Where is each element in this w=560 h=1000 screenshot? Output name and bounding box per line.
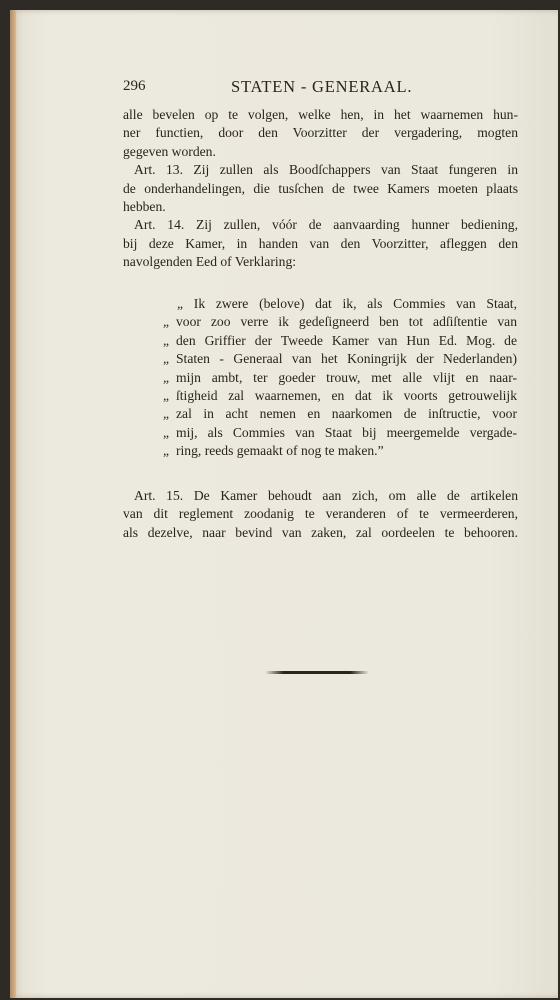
oath-line-text: den Griffier der Tweede Kamer van Hun Ed. Mog. de <box>176 332 517 348</box>
quote-mark: „ <box>163 332 170 348</box>
ornamental-rule <box>265 671 369 674</box>
text-line: hebben. <box>123 199 166 215</box>
oath-line <box>163 424 517 442</box>
article-15-block <box>123 487 518 542</box>
oath-line-text: mij, als Commies van Staat bij meergemelde vergade- <box>176 424 517 440</box>
oath-line-text: ring, reeds gemaakt of nog te maken.” <box>176 443 384 459</box>
quote-mark: „ <box>163 314 170 330</box>
oath-line: „ Ik zwere (belove) dat ik, als Commies van Staat, <box>177 296 517 311</box>
oath-line-text: ſtigheid zal waarnemen, en dat ik voorts getrouwelijk <box>176 388 517 404</box>
oath-line <box>163 332 517 350</box>
oath-line-text: mijn ambt, ter goeder trouw, met alle vlijt en naar- <box>176 369 517 385</box>
page-header <box>123 78 518 100</box>
quote-mark: „ <box>163 369 170 385</box>
quote-mark: „ <box>163 424 170 440</box>
text-line: navolgenden Eed of Verklaring: <box>123 254 297 270</box>
text-line: alle bevelen op te volgen, welke hen, in het waarnemen hun- <box>123 107 518 122</box>
oath-line <box>163 369 517 387</box>
article-text-block <box>123 106 518 272</box>
oath-line <box>163 350 517 368</box>
text-line: als dezelve, naar bevind van zaken, zal oordeelen te behooren. <box>123 524 518 540</box>
quote-mark: „ <box>163 406 170 422</box>
oath-line <box>163 405 517 423</box>
text-line: ner functien, door den Voorzitter der vergadering, mogten <box>123 125 518 141</box>
quote-mark: „ <box>163 388 170 404</box>
text-line: gegeven worden. <box>123 143 216 159</box>
oath-line <box>163 442 517 460</box>
article-15-line: Art. 15. De Kamer behoudt aan zich, om alle de artikelen <box>134 488 518 503</box>
oath-line-text: Staten - Generaal van het Koningrijk der Nederlanden) <box>176 351 517 367</box>
article-14-line: Art. 14. Zij zullen, vóór de aanvaarding hunner bediening, <box>134 217 518 233</box>
quote-mark: „ <box>163 443 170 459</box>
oath-line-text: zal in acht nemen en naarkomen de inſtructie, voor <box>176 406 517 422</box>
page-number: 296 <box>123 78 146 94</box>
oath-line-text: voor zoo verre ik gedeſigneerd ben tot adſiſtentie van <box>176 314 517 330</box>
page-edge <box>10 10 16 998</box>
oath-line <box>163 387 517 405</box>
text-line: de onderhandelingen, die tusſchen de twee Kamers moeten plaats <box>123 180 518 196</box>
article-13-line: Art. 13. Zij zullen als Boodſchappers van Staat fungeren in <box>134 162 518 178</box>
text-line: van dit reglement zoodanig te veranderen of te vermeerderen, <box>123 506 518 522</box>
text-line: bij deze Kamer, in handen van den Voorzitter, afleggen den <box>123 235 518 251</box>
running-title: STATEN - GENERAAL. <box>231 77 413 96</box>
oath-quotation <box>163 295 517 461</box>
quote-mark: „ <box>163 351 170 367</box>
oath-line <box>163 313 517 331</box>
